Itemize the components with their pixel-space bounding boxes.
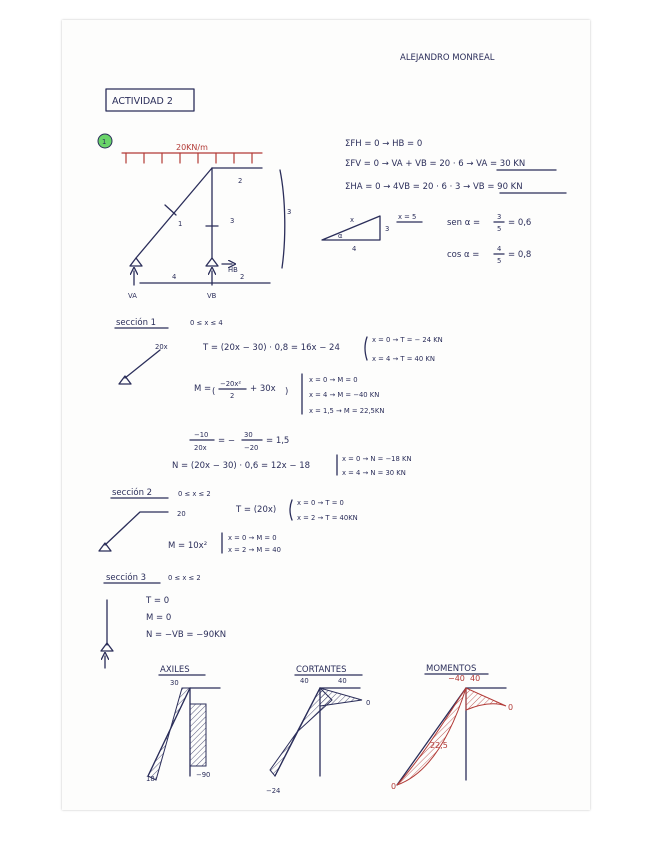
section-1-heading: sección 1 <box>116 318 157 328</box>
shear-negative-fill <box>270 732 297 776</box>
root-result: = 1,5 <box>266 436 290 446</box>
moment-label-0-start: 0 <box>391 782 397 791</box>
support-a <box>130 258 142 266</box>
axial-expression-1: N = (20x − 30) · 0,6 = 12x − 18 <box>172 461 311 471</box>
moment-label-22-5: 22,5 <box>430 741 448 750</box>
triangle-side-4: 4 <box>352 245 357 253</box>
eq-horizontal: ΣFH = 0 → HB = 0 <box>345 139 423 149</box>
shear-beam-fill <box>320 688 362 706</box>
section-1-fbd-load: 20x <box>155 343 168 351</box>
shear-label-40a: 40 <box>300 677 309 685</box>
load-label: 20KN/m <box>176 143 208 152</box>
moment-case-2a: x = 0 → M = 0 <box>228 534 277 542</box>
axial-diagram <box>146 665 220 783</box>
dim-label-2-span: 2 <box>240 273 245 281</box>
moment-case-1c: x = 1,5 → M = 22,5KN <box>309 407 385 415</box>
dim-label-4: 4 <box>172 273 177 281</box>
shear-label-24: −24 <box>266 787 281 795</box>
support-b <box>206 258 218 266</box>
reaction-hb: HB <box>228 266 238 274</box>
member-label: 1 <box>178 220 183 228</box>
sine-den: 5 <box>497 225 502 233</box>
moment-expression-2: M = 10x² <box>168 541 208 551</box>
shear-label-40b: 40 <box>338 677 347 685</box>
section-2 <box>99 487 358 554</box>
dim-label-3: 3 <box>230 217 235 225</box>
author-name: ALEJANDRO MONREAL <box>400 53 495 63</box>
section-3-heading: sección 3 <box>106 573 147 583</box>
moment-case-1a: x = 0 → M = 0 <box>309 376 358 384</box>
structure-sketch <box>122 143 291 300</box>
axial-case-1b: x = 4 → N = 30 KN <box>342 469 406 477</box>
shear-brace-2 <box>290 500 292 520</box>
root-den-1: 20x <box>194 444 207 452</box>
cosine-num: 4 <box>497 245 502 253</box>
root-num-2: 30 <box>244 431 253 439</box>
reaction-va: VA <box>128 292 137 300</box>
page-title: ACTIVIDAD 2 <box>112 96 173 107</box>
moment-label-40: 40 <box>470 674 481 683</box>
moment-frac-den: 2 <box>230 392 235 400</box>
shear-case-1a: x = 0 → T = − 24 KN <box>372 336 443 344</box>
triangle-hypotenuse: x = 5 <box>398 213 417 221</box>
section-3-shear: T = 0 <box>146 596 170 606</box>
section-mark <box>165 205 176 215</box>
section-2-range: 0 ≤ x ≤ 2 <box>178 490 211 498</box>
eq-vertical: ΣFV = 0 → VA + VB = 20 · 6 → VA = 30 KN <box>345 159 526 169</box>
section-2-fbd <box>105 512 168 545</box>
moment-open-paren: ( <box>212 387 216 397</box>
axial-diagram-title: AXILES <box>160 665 190 675</box>
axial-label-90: −90 <box>196 771 211 779</box>
moment-diagram-title: MOMENTOS <box>426 664 477 674</box>
shear-diagram-title: CORTANTES <box>296 665 347 675</box>
cosine-den: 5 <box>497 257 502 265</box>
moment-label-neg40: −40 <box>448 674 465 683</box>
axial-label-18: 18 <box>146 775 155 783</box>
section-2-heading: sección 2 <box>112 488 153 498</box>
triangle-side-x: x <box>350 216 355 224</box>
section-1-fbd-bar <box>125 350 160 378</box>
shear-expression-2: T = (20x) <box>236 505 277 515</box>
section-3-range: 0 ≤ x ≤ 2 <box>168 574 201 582</box>
moment-close-paren: ) <box>285 387 289 397</box>
cosine-label: cos α = <box>447 250 480 260</box>
triangle-angle: α <box>338 232 343 240</box>
moment-tail-1: + 30x <box>250 384 276 394</box>
root-equals: = − <box>218 436 235 446</box>
moment-beam-fill <box>466 688 506 710</box>
shear-case-1b: x = 4 → T = 40 KN <box>372 355 435 363</box>
triangle-side-3: 3 <box>385 225 390 233</box>
reaction-vb: VB <box>207 292 217 300</box>
axial-case-1a: x = 0 → N = −18 KN <box>342 455 412 463</box>
section-3 <box>101 572 226 668</box>
moment-prefix-1: M = <box>194 384 212 394</box>
shear-diagram <box>266 665 370 795</box>
shear-label-0: 0 <box>366 699 371 707</box>
sine-value: = 0,6 <box>508 218 532 228</box>
moment-frac-num: −20x² <box>220 380 242 388</box>
sine-num: 3 <box>497 213 502 221</box>
shear-expression-1: T = (20x − 30) · 0,8 = 16x − 24 <box>203 343 340 353</box>
cosine-value: = 0,8 <box>508 250 532 260</box>
sine-label: sen α = <box>447 218 481 228</box>
angle-triangle <box>322 213 531 265</box>
height-dimension <box>280 170 285 268</box>
distributed-load-arrows <box>126 153 252 163</box>
section-1-range: 0 ≤ x ≤ 4 <box>190 319 223 327</box>
root-den-2: −20 <box>244 444 259 452</box>
shear-case-2a: x = 0 → T = 0 <box>297 499 344 507</box>
section-3-moment: M = 0 <box>146 613 172 623</box>
axial-label-30: 30 <box>170 679 179 687</box>
section-3-axial: N = −VB = −90KN <box>146 630 227 640</box>
moment-diagram-inclined <box>397 688 466 785</box>
axial-inclined-fill <box>148 688 190 780</box>
dim-label-2-top: 2 <box>238 177 243 185</box>
axial-column-fill <box>190 704 206 766</box>
root-num-1: −10 <box>194 431 209 439</box>
shear-brace-1 <box>365 337 367 360</box>
shear-case-2b: x = 2 → T = 40KN <box>297 514 358 522</box>
moment-diagram <box>391 664 513 791</box>
equilibrium-equations <box>345 139 566 193</box>
section-1 <box>115 317 443 477</box>
dim-label-3-height: 3 <box>287 208 292 216</box>
moment-case-1b: x = 4 → M = −40 KN <box>309 391 380 399</box>
moment-label-0-end: 0 <box>508 703 514 712</box>
eq-moment: ΣHA = 0 → 4VB = 20 · 6 · 3 → VB = 90 KN <box>345 182 523 192</box>
section-2-fbd-load: 20 <box>177 510 186 518</box>
problem-number: 1 <box>102 138 107 146</box>
moment-case-2b: x = 2 → M = 40 <box>228 546 281 554</box>
